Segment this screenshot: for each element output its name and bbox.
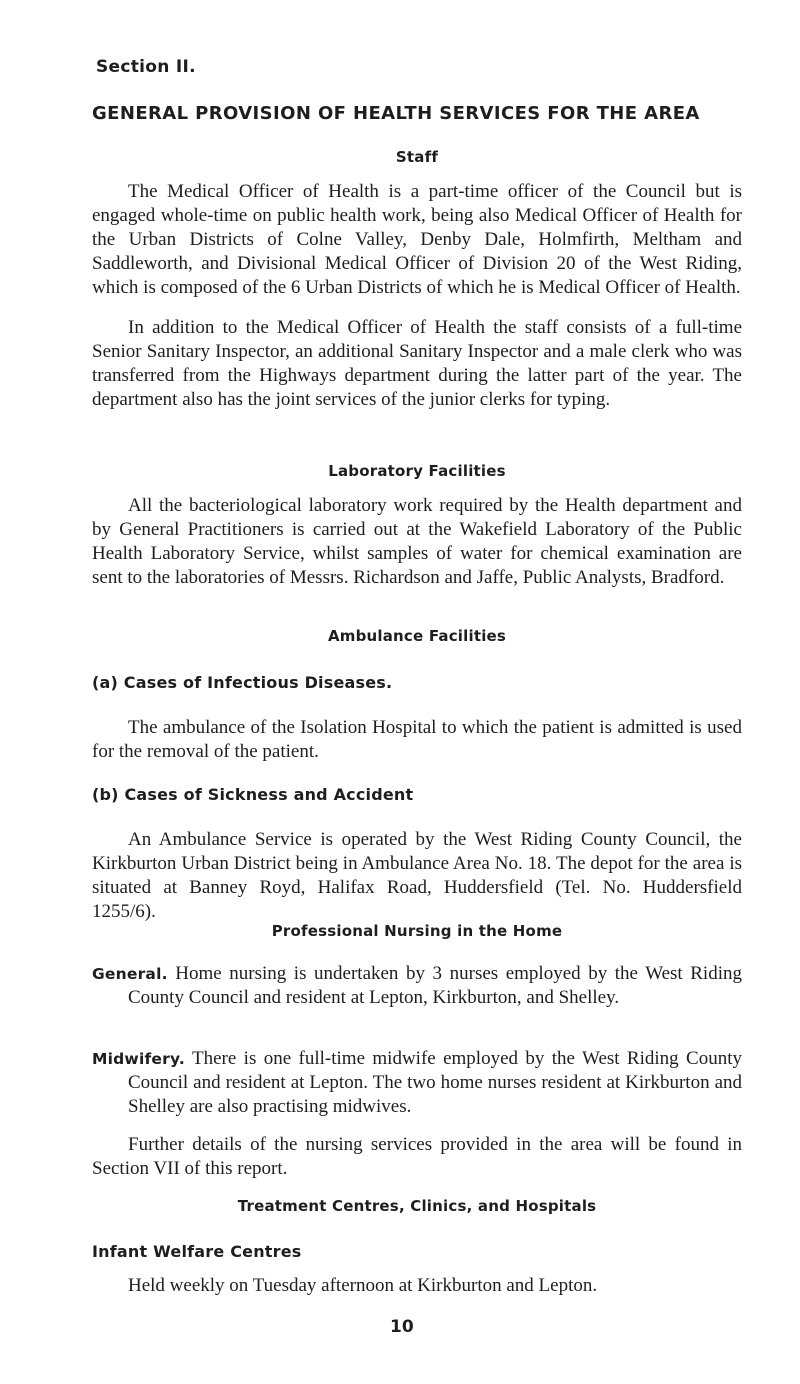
case-a-heading: (a) Cases of Infectious Diseases. [92,673,393,692]
infant-welfare-paragraph [92,1274,742,1298]
treatment-heading: Treatment Centres, Clinics, and Hospitals [237,1197,597,1215]
midwifery-text: There is one full-time midwife employed by the West Riding County Council and resident at Lepton. The two home nurses resident at Kirkburton and Shelley are also practising midwives. [128,1048,742,1117]
staff-paragraph-1-text: The Medical Officer of Health is a part-time officer of the Council but is engaged whole-time on public health work, being also Medical Officer of Health for the Urban Districts of Colne Valley, Denby Dale, Holmfirth, Meltham and Saddleworth, and Divisional Medical Officer of Division 20 of the West Riding, which is composed of the 6 Urban Districts of which he is Medical Officer of Health. [92,181,742,298]
case-b-heading: (b) Cases of Sickness and Accident [92,785,414,804]
staff-paragraph-1 [92,180,742,300]
case-a-text: The ambulance of the Isolation Hospital to which the patient is admitted is used for the removal of the patient. [92,717,742,762]
nursing-general [92,962,742,1010]
laboratory-paragraph [92,494,742,590]
further-text: Further details of the nursing services provided in the area will be found in Section VII of this report. [92,1134,742,1179]
laboratory-heading: Laboratory Facilities [328,462,506,480]
midwifery-label: Midwifery. [92,1050,185,1068]
ambulance-heading: Ambulance Facilities [327,627,507,645]
nursing-midwifery [92,1047,742,1119]
case-a-paragraph [92,716,742,764]
staff-paragraph-2-text: In addition to the Medical Officer of Health the staff consists of a full-time Senior Sanitary Inspector, an additional Sanitary Inspector and a male clerk who was transferred from the Highways department during the latter part of the year. The department also has the joint services of the junior clerks for typing. [92,317,742,410]
nursing-heading: Professional Nursing in the Home [271,922,563,940]
infant-welfare-text: Held weekly on Tuesday afternoon at Kirkburton and Lepton. [128,1275,598,1296]
nursing-further-paragraph [92,1133,742,1181]
page-title: GENERAL PROVISION OF HEALTH SERVICES FOR THE AREA [92,103,700,124]
case-b-paragraph [92,828,742,924]
page-number: 10 [390,1317,414,1337]
laboratory-paragraph-text: All the bacteriological laboratory work required by the Health department and by General Practitioners is carried out at the Wakefield Laboratory of the Public Health Laboratory Service, whilst samples of water for chemical examination are sent to the laboratories of Messrs. Richardson and Jaffe, Public Analysts, Bradford. [92,495,742,588]
staff-paragraph-2 [92,316,742,412]
general-text: Home nursing is undertaken by 3 nurses employed by the West Riding County Council and resident at Lepton, Kirkburton, and Shelley. [128,963,742,1008]
case-b-text: An Ambulance Service is operated by the West Riding County Council, the Kirkburton Urban District being in Ambulance Area No. 18. The depot for the area is situated at Banney Royd, Halifax Road, Huddersfield (Tel. No. Huddersfield 1255/6). [92,829,742,922]
staff-heading: Staff [395,148,439,166]
infant-welfare-heading: Infant Welfare Centres [92,1242,302,1261]
section-label: Section II. [96,57,196,77]
general-label: General. [92,965,168,983]
